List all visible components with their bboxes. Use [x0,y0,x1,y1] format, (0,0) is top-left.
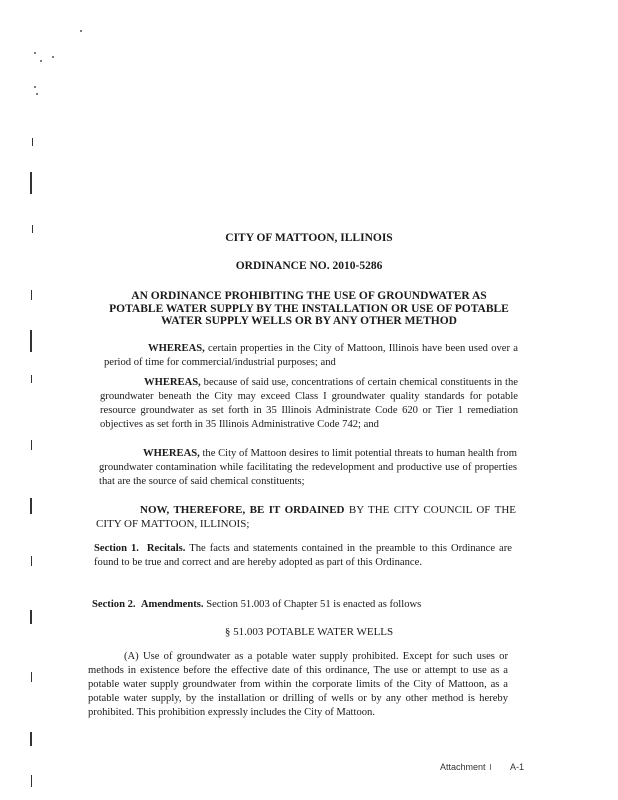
whereas-lead: WHEREAS, [143,448,200,459]
whereas-paragraph-2 [100,376,518,432]
scan-mark [31,672,32,682]
section-2-paragraph [92,598,512,612]
scan-mark [31,440,32,450]
whereas-text: certain properties in the City of Mattoon, Illinois have been used over a period of time for commercial/industrial purposes; and [104,343,518,368]
whereas-paragraph-1 [104,342,518,370]
section-1-heading: Recitals. [146,543,186,554]
whereas-lead: WHEREAS, [148,343,205,354]
paragraph-a-text: (A) Use of groundwater as a potable water supply prohibited. Except for such uses or methods in existence before the effective date of this ordinance, The use or attempt to use as a potable water supply groundwater from within the corporate limits of the City of Mattoon, as a potable water supply, by the installation or drilling of wells or by any other method is hereby prohibited. This prohibition expressly includes the City of Mattoon. [88,651,508,718]
ordinance-title-line: WATER SUPPLY WELLS OR BY ANY OTHER METHOD [161,315,457,327]
scan-mark [32,138,33,146]
section-2-lead: Section 2. [92,599,136,610]
whereas-text: because of said use, concentrations of certain chemical constituents in the groundwater beneath the City may exceed Class I groundwater quality standards for potable resource groundwater as set forth in 35 Illinois Administrate Code 620 or Tier 1 remediation objectives as set forth in 35 Illinois Administrative Code 742; and [100,377,518,430]
whereas-text: the City of Mattoon desires to limit potential threats to human health from groundwater contamination while facilitating the redevelopment and productive use of properties that are the source of said chemical constituents; [99,448,517,487]
ordinance-title-line: POTABLE WATER SUPPLY BY THE INSTALLATION OR USE OF POTABLE [109,302,509,315]
ordinance-title [0,290,618,328]
scan-mark [31,375,32,383]
scan-mark [490,764,491,770]
section-heading: § 51.003 POTABLE WATER WELLS [224,626,394,638]
whereas-paragraph-3 [99,447,517,489]
section-1-text: The facts and statements contained in the preamble to this Ordinance are found to be true and correct and are hereby adopted as part of this Ordinance. [94,543,512,568]
scan-mark [30,330,32,352]
whereas-lead: WHEREAS, [144,377,201,388]
now-therefore-lead: NOW, THEREFORE, BE IT ORDAINED [140,504,345,516]
scan-mark [30,610,32,624]
scan-mark [30,498,32,514]
footer-attachment-label: Attachment [440,762,486,772]
scan-speck [34,52,36,54]
ordinance-number: ORDINANCE NO. 2010-5286 [235,260,383,272]
scan-mark [30,172,32,194]
scan-speck [80,30,82,32]
ordinance-title-line: AN ORDINANCE PROHIBITING THE USE OF GROUNDWATER AS [131,290,487,302]
scan-mark [30,732,32,746]
section-1-paragraph [94,542,512,570]
scan-speck [52,56,54,58]
scan-mark [31,775,32,787]
paragraph-a [88,650,508,720]
city-title: CITY OF MATTOON, ILLINOIS [225,232,393,244]
section-2-heading: Amendments. [140,599,204,610]
section-1-lead: Section 1. [94,543,139,554]
now-therefore-paragraph [96,503,516,531]
scan-speck [34,86,36,88]
scan-mark [31,556,32,566]
scan-speck [36,93,38,95]
now-therefore-text: BY THE CITY COUNCIL OF THE CITY OF MATTOON, ILLINOIS; [96,504,516,530]
section-2-text: Section 51.003 of Chapter 51 is enacted as follows [203,599,422,610]
scan-speck [40,60,42,62]
footer-page-number: A-1 [510,762,525,772]
